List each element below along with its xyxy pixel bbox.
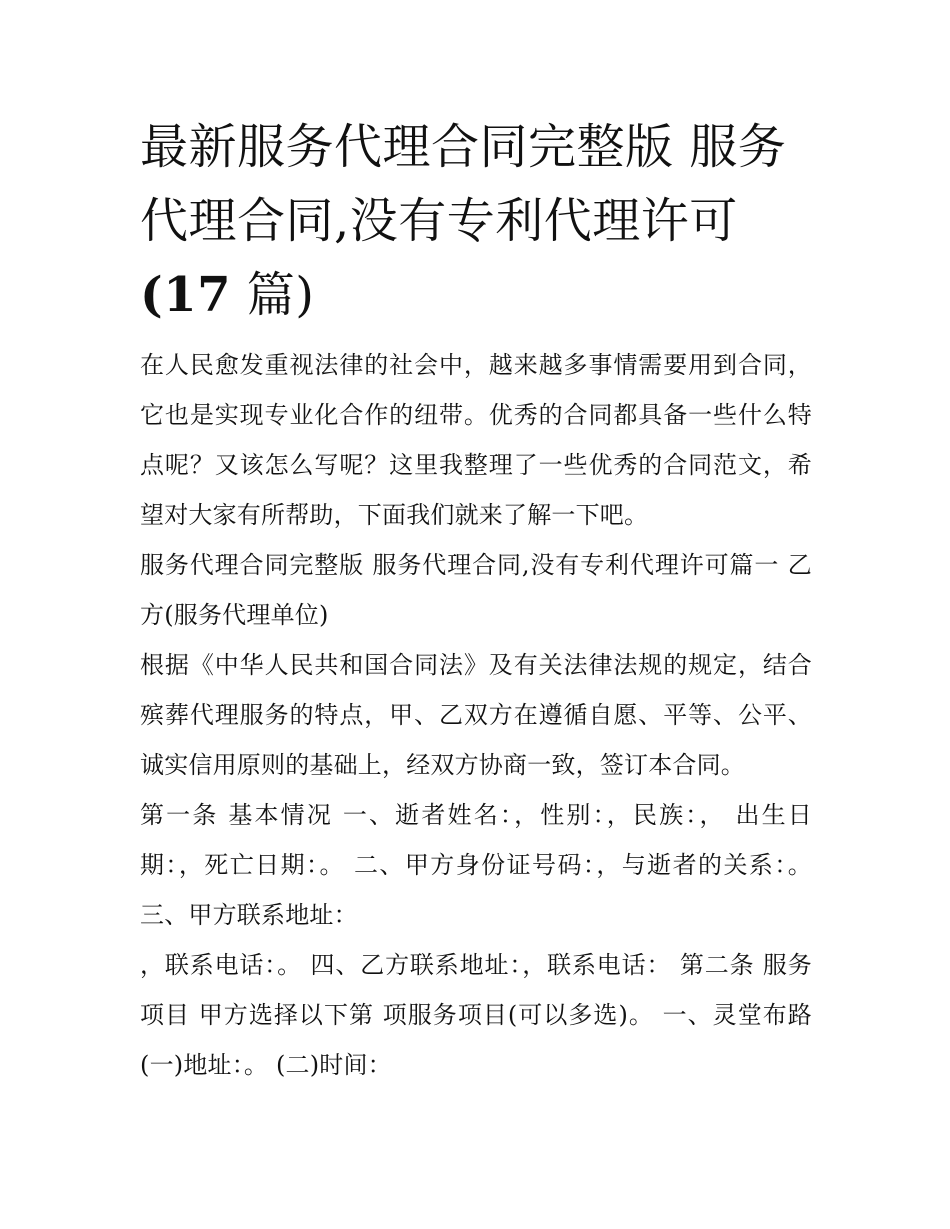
article-one-paragraph: 第一条 基本情况 一、逝者姓名：，性别：，民族：， 出生日期：，死亡日期：。 二、甲方身份证号码：，与逝者的关系：。 三、甲方联系地址： — [140, 801, 812, 929]
document-title — [140, 110, 812, 332]
intro-paragraph: 在人民愈发重视法律的社会中，越来越多事情需要用到合同，它也是实现专业化合作的纽带。优秀的合同都具备一些什么特点呢？又该怎么写呢？这里我整理了一些优秀的合同范文，希望对大家有所帮助，下面我们就来了解一下吧。 — [140, 351, 812, 529]
title-line-2: 代理合同,没有专利代理许可 — [140, 193, 738, 249]
title-line-3-rest: 篇) — [231, 267, 315, 323]
title-line-3-number: (17 — [140, 267, 232, 323]
title-line-1: 最新服务代理合同完整版 服务 — [140, 119, 787, 175]
article-two-paragraph: ，联系电话：。 四、乙方联系地址：，联系电话： 第二条 服务项目 甲方选择以下第 项服务项目(可以多选)。 一、灵堂布路 (一)地址：。 (二)时间： — [140, 951, 812, 1079]
document-page — [140, 110, 812, 1090]
legal-basis-paragraph: 根据《中华人民共和国合同法》及有关法律法规的规定，结合殡葬代理服务的特点，甲、乙双方在遵循自愿、平等、公平、诚实信用原则的基础上，经双方协商一致，签订本合同。 — [140, 651, 812, 779]
section-heading-paragraph: 服务代理合同完整版 服务代理合同,没有专利代理许可篇一 乙方(服务代理单位) — [140, 551, 812, 629]
